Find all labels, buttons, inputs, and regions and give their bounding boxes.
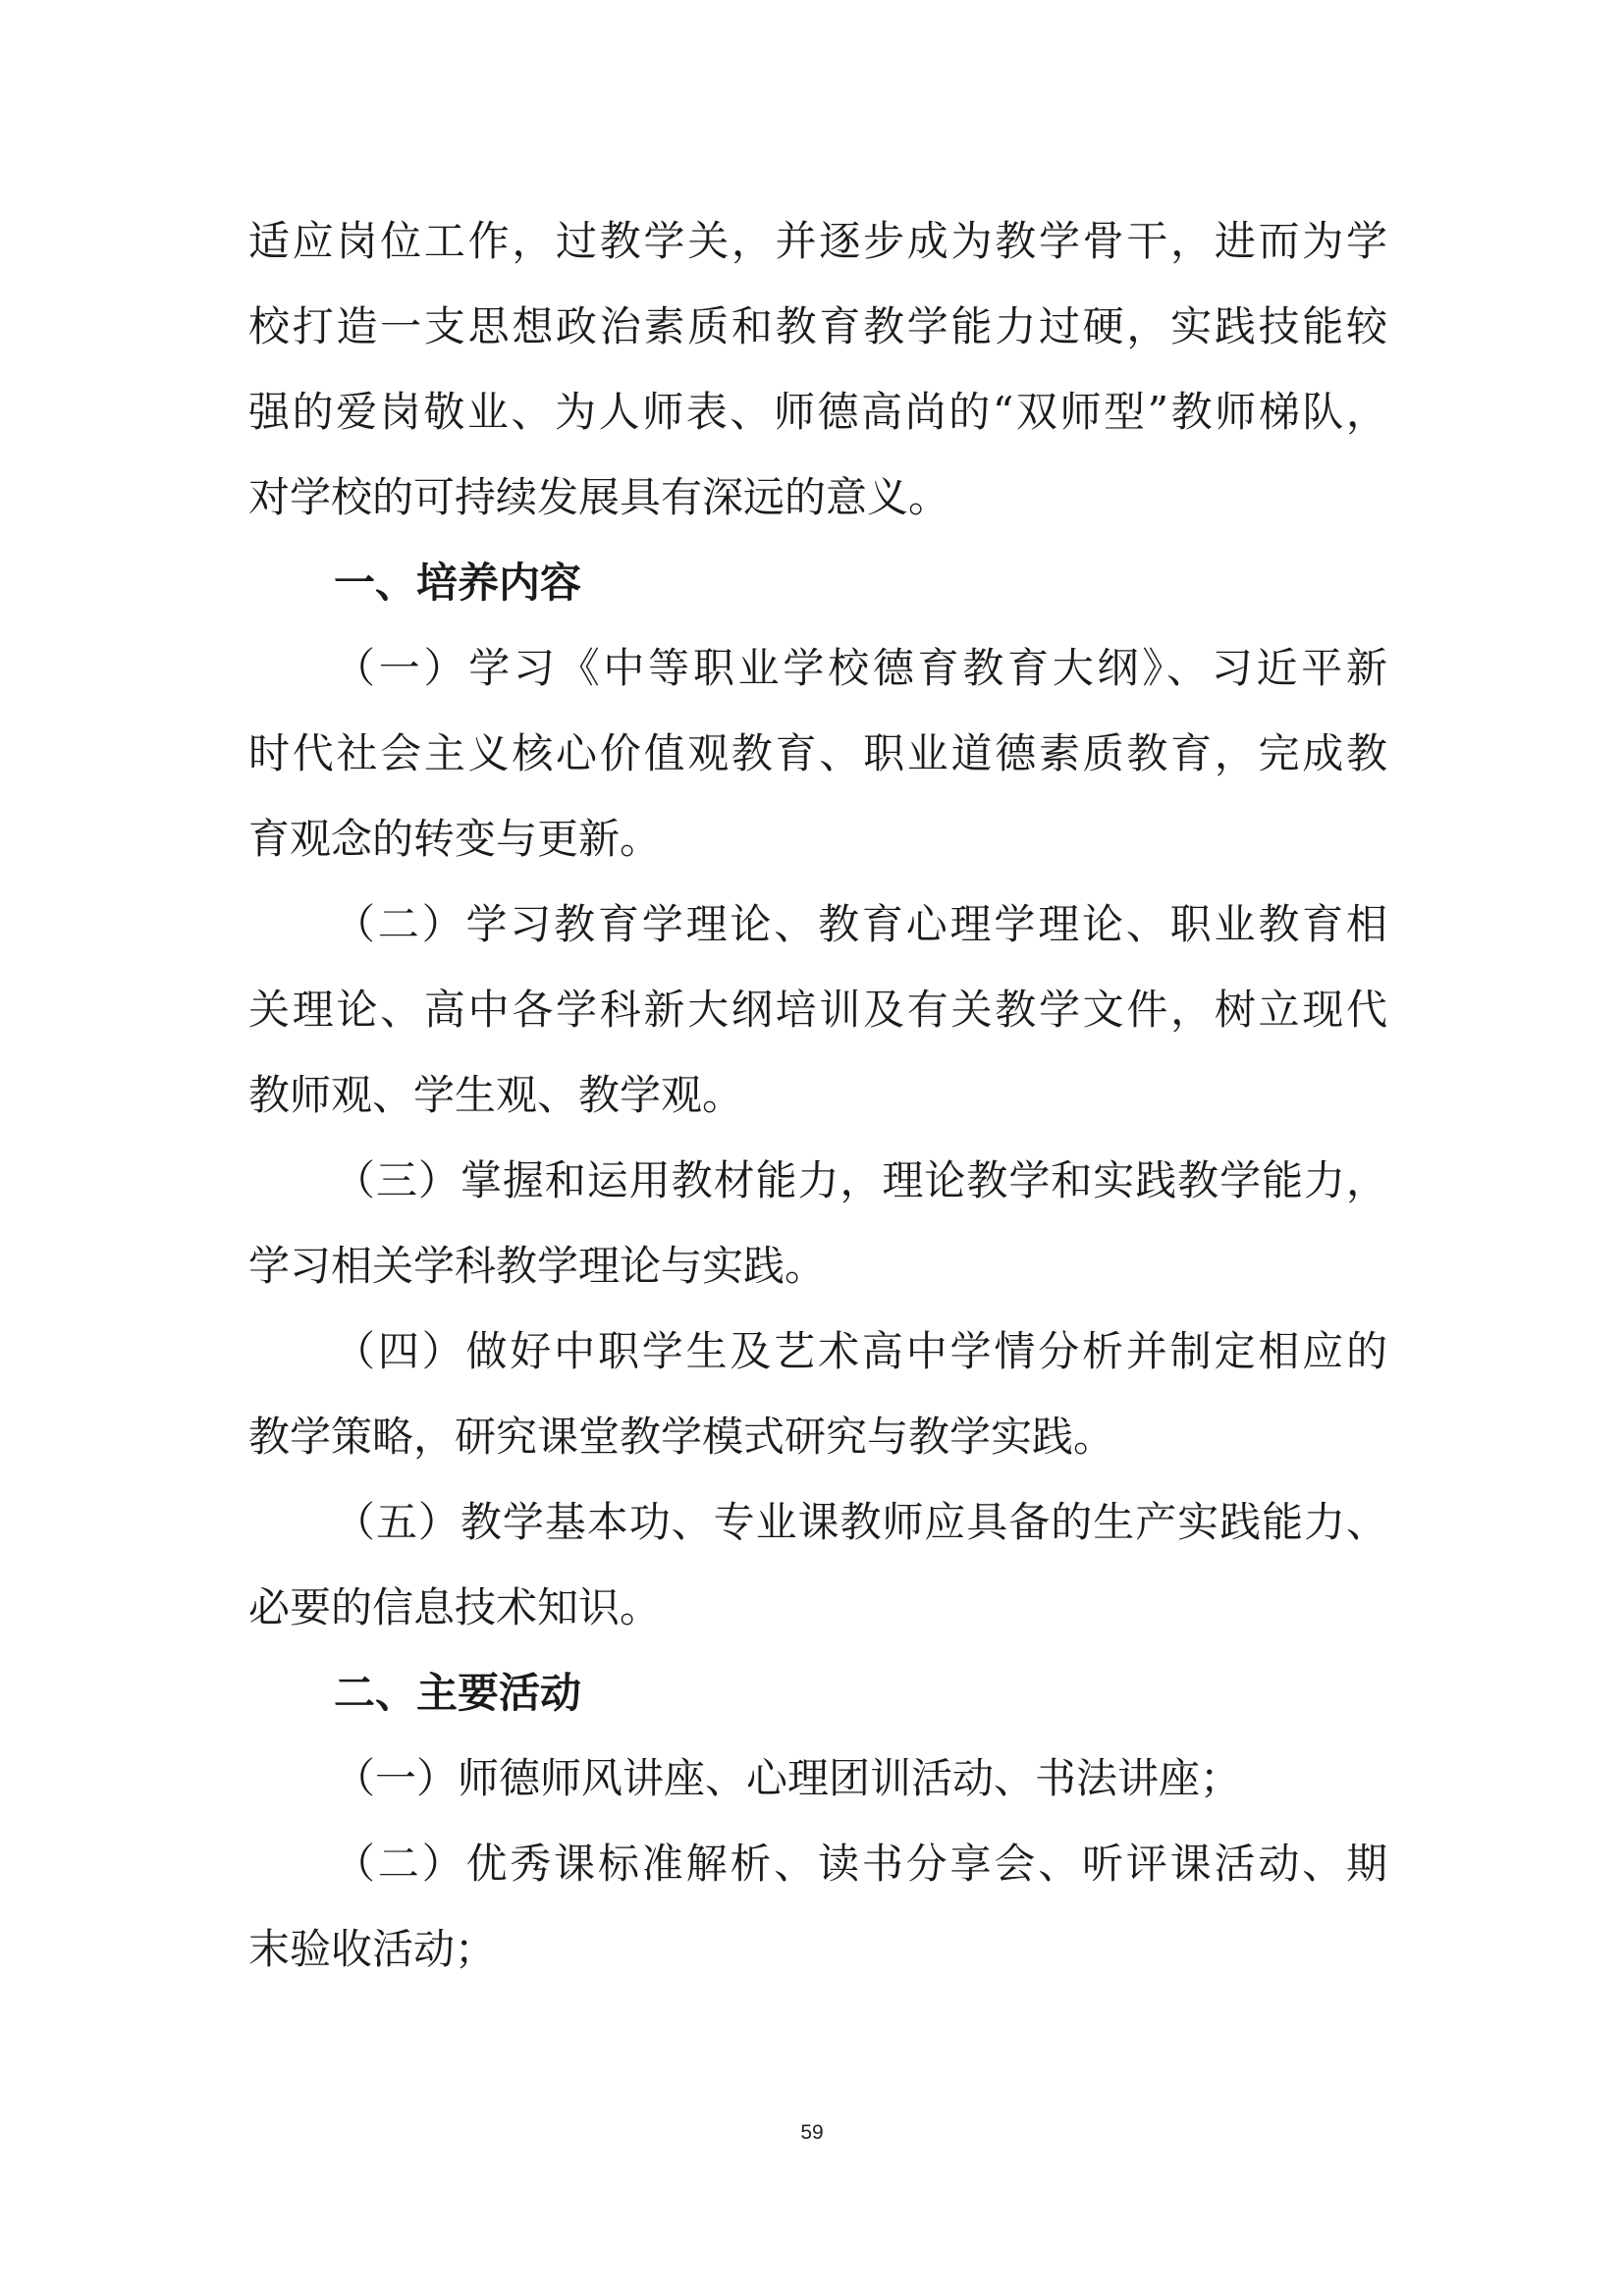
paragraph-line: （一）学习《中等职业学校德育教育大纲》、习近平新 <box>334 644 1387 692</box>
paragraph-line: 教学策略，研究课堂教学模式研究与教学实践。 <box>248 1413 1115 1461</box>
paragraph-line: 校打造一支思想政治素质和教育教学能力过硬，实践技能较 <box>248 302 1387 350</box>
paragraph-line: 学习相关学科教学理论与实践。 <box>248 1242 827 1290</box>
paragraph-line: 必要的信息技术知识。 <box>248 1583 662 1631</box>
paragraph-line: （二）学习教育学理论、教育心理学理论、职业教育相 <box>334 900 1387 948</box>
paragraph-line: （三）掌握和运用教材能力，理论教学和实践教学能力， <box>334 1156 1387 1204</box>
section-heading: 一、培养内容 <box>334 559 582 607</box>
paragraph-line: 末验收活动； <box>248 1925 497 1973</box>
paragraph-line: （五）教学基本功、专业课教师应具备的生产实践能力、 <box>334 1498 1387 1546</box>
paragraph-line: 教师观、学生观、教学观。 <box>248 1071 744 1119</box>
paragraph-line: 育观念的转变与更新。 <box>248 815 662 863</box>
paragraph-line: 适应岗位工作，过教学关，并逐步成为教学骨干，进而为学 <box>248 217 1387 265</box>
paragraph-line: 强的爱岗敬业、为人师表、师德高尚的“双师型”教师梯队， <box>248 388 1387 436</box>
paragraph-line: 对学校的可持续发展具有深远的意义。 <box>248 473 950 521</box>
paragraph-line: （四）做好中职学生及艺术高中学情分析并制定相应的 <box>334 1327 1387 1375</box>
paragraph-line: （二）优秀课标准解析、读书分享会、听评课活动、期 <box>334 1840 1387 1888</box>
page-number: 59 <box>800 2121 824 2144</box>
paragraph-line: 时代社会主义核心价值观教育、职业道德素质教育，完成教 <box>248 729 1387 777</box>
section-heading: 二、主要活动 <box>334 1669 582 1717</box>
paragraph-line: 关理论、高中各学科新大纲培训及有关教学文件，树立现代 <box>248 986 1387 1034</box>
paragraph-line: （一）师德师风讲座、心理团训活动、书法讲座； <box>334 1754 1242 1802</box>
